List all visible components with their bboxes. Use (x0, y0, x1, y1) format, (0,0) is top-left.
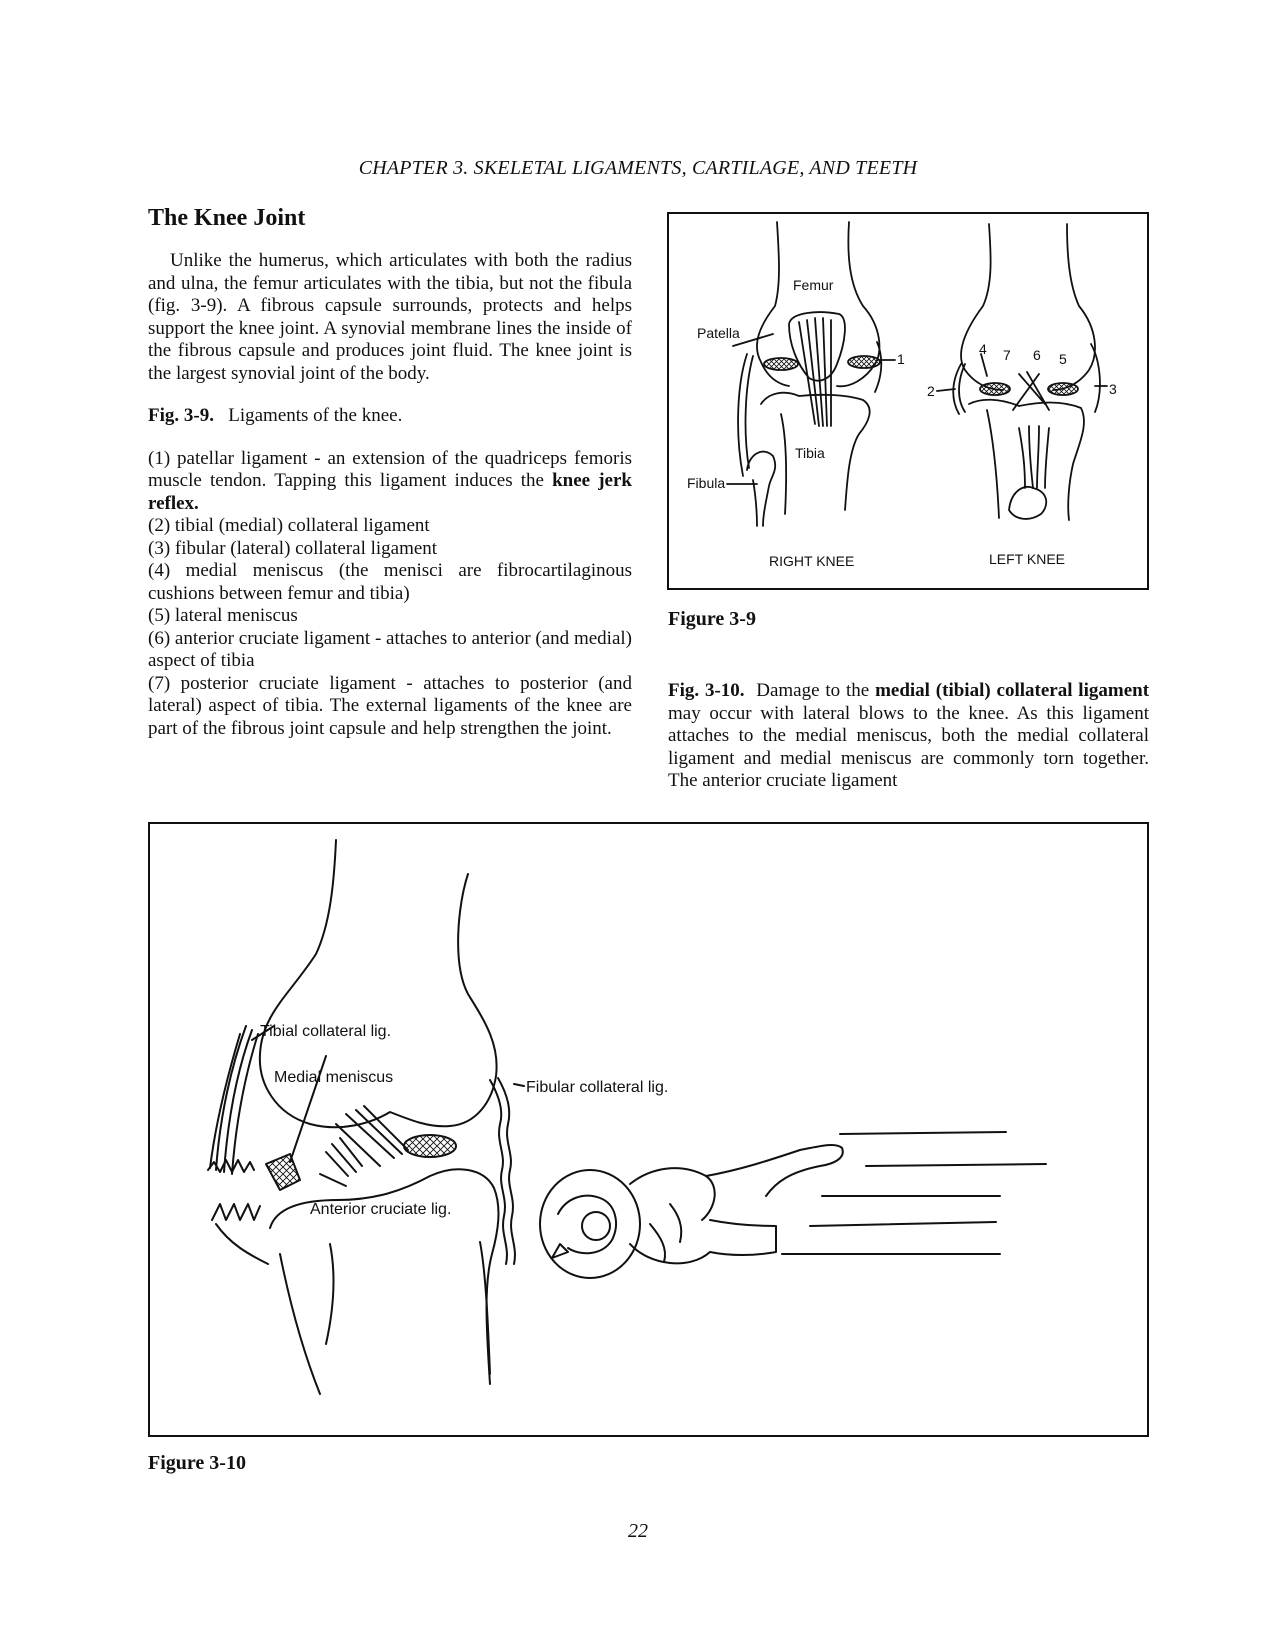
figure-3-10 (148, 822, 1149, 1437)
fig-3-10-paragraph: Fig. 3-10. Damage to the medial (tibial) collateral ligament may occur with lateral blows to the knee. As this ligament attaches to the medial meniscus, both the medial collateral ligament and medial meniscus are commonly torn together. The anterior cruciate ligament (668, 680, 1150, 791)
label-7: 7 (1003, 347, 1011, 363)
patella-label: Patella (697, 325, 740, 341)
fig-3-9-label: Fig. 3-9. (148, 405, 214, 426)
knee-injury-illustration (150, 824, 1147, 1435)
tibia-label: Tibia (795, 445, 825, 461)
label-4: 4 (979, 341, 987, 357)
running-head: CHAPTER 3. SKELETAL LIGAMENTS, CARTILAGE, AND TEETH (358, 157, 918, 179)
medial-collateral-term: medial (tibial) collateral ligament (875, 680, 1150, 701)
knee-ligaments-diagram (669, 214, 1147, 588)
figure-3-9-caption: Figure 3-9 (668, 608, 756, 630)
fibular-collateral-label: Fibular collateral lig. (526, 1079, 669, 1096)
right-column (668, 680, 1149, 793)
list-item-5: (5) lateral meniscus (148, 605, 298, 626)
list-item-2: (2) tibial (medial) collateral ligament (148, 515, 430, 536)
list-item-7: (7) posterior cruciate ligament - attaches to posterior (and lateral) aspect of tibia. The external ligaments of the knee are part of the fibrous joint capsule and help strengthen the joint. (148, 672, 632, 739)
page-number: 22 (628, 1520, 648, 1542)
label-6: 6 (1033, 347, 1041, 363)
figure-3-9 (667, 212, 1149, 590)
left-knee-label: LEFT KNEE (989, 551, 1065, 567)
ligament-list (148, 448, 632, 741)
figure-3-10-caption: Figure 3-10 (148, 1452, 246, 1474)
anterior-cruciate-label: Anterior cruciate lig. (310, 1201, 452, 1218)
section-title: The Knee Joint (148, 205, 306, 231)
label-2: 2 (927, 383, 935, 399)
knee-jerk-reflex: knee jerk reflex. (148, 470, 632, 514)
intro-paragraph: Unlike the humerus, which articulates with both the radius and ulna, the femur articulates with the tibia, but not the fibula (fig. 3-9). A fibrous capsule surrounds, protects and helps support the knee joint. A synovial membrane lines the inside of the fibrous capsule and produces joint fluid. The knee joint is the largest synovial joint of the body. (148, 250, 632, 384)
femur-label: Femur (793, 277, 834, 293)
fig-3-10-label: Fig. 3-10. (668, 680, 745, 701)
list-item-3: (3) fibular (lateral) collateral ligament (148, 537, 438, 559)
label-1: 1 (897, 351, 905, 367)
fig-3-9-caption (148, 405, 632, 428)
label-5: 5 (1059, 351, 1067, 367)
list-item-4: (4) medial meniscus (the menisci are fibrocartilaginous cushions between femur and tibia) (148, 560, 632, 604)
fig-3-9-caption-text: Ligaments of the knee. (228, 405, 403, 426)
fibula-label: Fibula (687, 475, 726, 491)
medial-meniscus-label: Medial meniscus (274, 1069, 394, 1086)
list-item-1: (1) patellar ligament - an extension of the quadriceps femoris muscle tendon. Tapping this ligament induces the knee jerk reflex. (148, 447, 632, 514)
right-knee-label: RIGHT KNEE (769, 553, 855, 569)
label-3: 3 (1109, 381, 1117, 397)
list-item-6: (6) anterior cruciate ligament - attaches to anterior (and medial) aspect of tibia (148, 627, 632, 671)
tibial-collateral-label: Tibial collateral lig. (260, 1023, 392, 1040)
left-column (148, 205, 632, 740)
